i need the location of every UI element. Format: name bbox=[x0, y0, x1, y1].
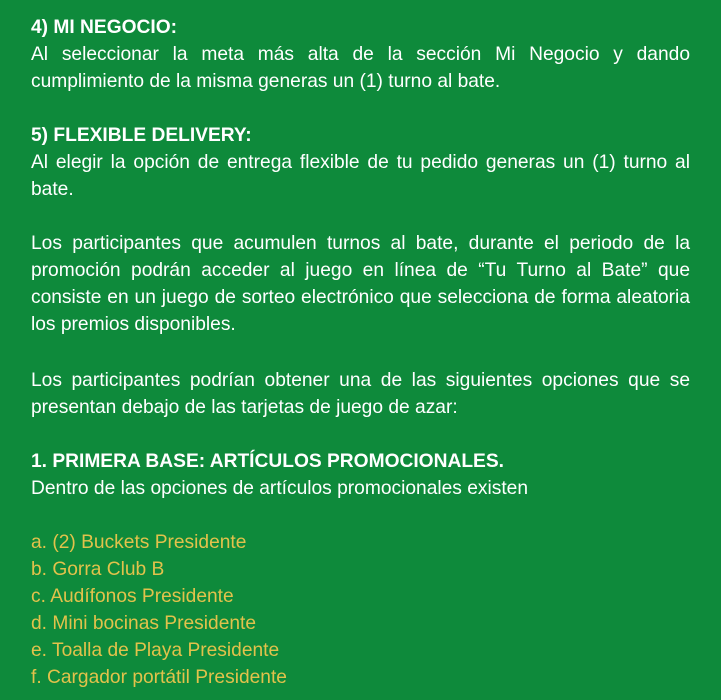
section-title: 4) MI NEGOCIO: bbox=[31, 17, 178, 38]
paragraph-options bbox=[31, 367, 690, 421]
section-title: 5) FLEXIBLE DELIVERY: bbox=[31, 125, 252, 146]
list-item: f. Cargador portátil Presidente bbox=[31, 667, 287, 688]
list-item: e. Toalla de Playa Presidente bbox=[31, 640, 280, 661]
list-item: c. Audífonos Presidente bbox=[31, 586, 234, 607]
list-item: b. Gorra Club B bbox=[31, 559, 165, 580]
prize-section-intro: Dentro de las opciones de artículos promocionales existen bbox=[31, 478, 529, 499]
section-flexible-delivery bbox=[31, 122, 690, 203]
section-mi-negocio bbox=[31, 14, 690, 95]
paragraph-participants bbox=[31, 230, 690, 338]
prize-section-title: 1. PRIMERA BASE: ARTÍCULOS PROMOCIONALES. bbox=[31, 451, 504, 472]
list-item: a. (2) Buckets Presidente bbox=[31, 532, 247, 553]
prize-section bbox=[31, 448, 690, 502]
list-item: d. Mini bocinas Presidente bbox=[31, 613, 257, 634]
section-body: Al seleccionar la meta más alta de la sección Mi Negocio y dando cumplimiento de la misma generas un (1) turno al bate. bbox=[31, 44, 690, 92]
paragraph-text: Los participantes podrían obtener una de las siguientes opciones que se presentan debajo de las tarjetas de juego de azar: bbox=[31, 370, 690, 418]
prize-list bbox=[31, 529, 690, 691]
section-body: Al elegir la opción de entrega flexible de tu pedido generas un (1) turno al bate. bbox=[31, 152, 690, 200]
paragraph-text: Los participantes que acumulen turnos al bate, durante el periodo de la promoción podrán acceder al juego en línea de “Tu Turno al Bate” que consiste en un juego de sorteo electrónico que selecciona de forma aleatoria los premios disponibles. bbox=[31, 233, 690, 335]
